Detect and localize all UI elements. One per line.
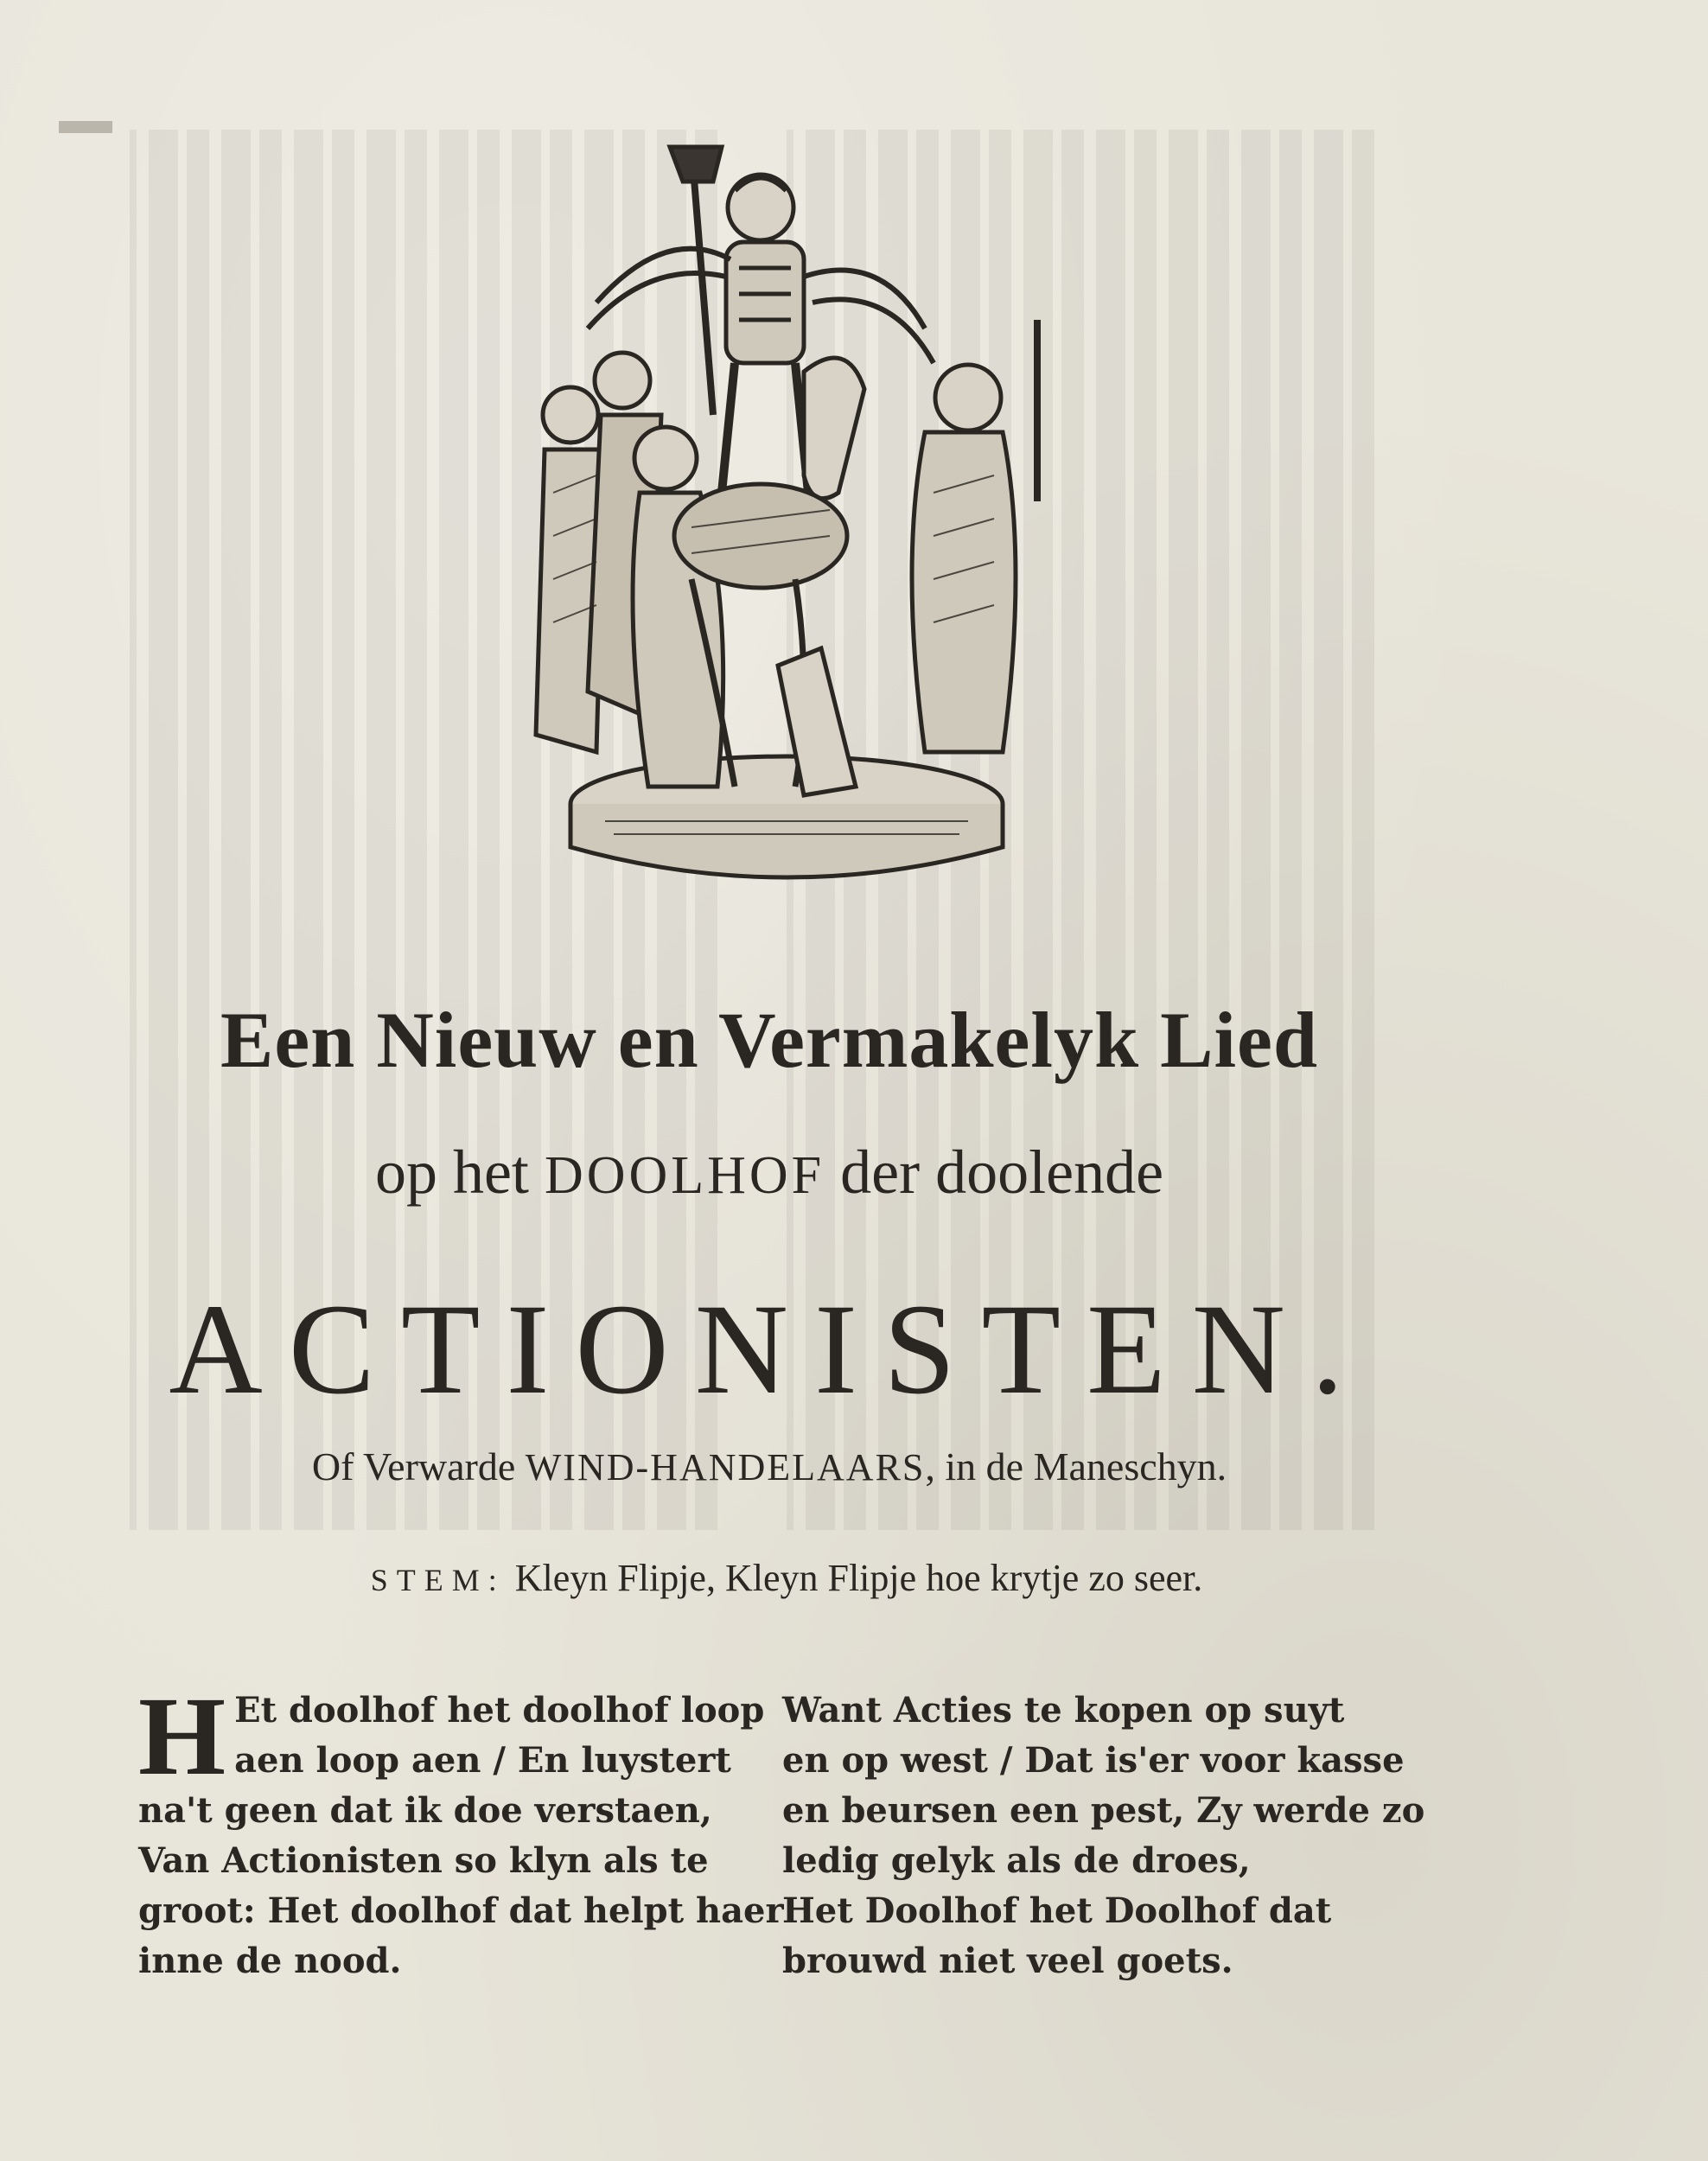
subtitle-caps: WIND-HANDELAARS (525, 1446, 926, 1488)
verse-right (782, 1686, 1425, 1986)
subtitle-post: , in de Maneschyn. (925, 1444, 1227, 1488)
verse-line: brouwd niet veel goets. (782, 1941, 1233, 1981)
verse-line: groot: Het doolhof dat helpt haer (138, 1890, 784, 1931)
subtitle (147, 1444, 1392, 1489)
tune-text: Kleyn Flipje, Kleyn Flipje hoe krytje zo seer. (514, 1557, 1203, 1599)
title-line-2 (138, 1137, 1400, 1208)
verse-left (138, 1674, 784, 1986)
title-line-2-post: der doolende (825, 1138, 1164, 1207)
tune-line (173, 1556, 1400, 1600)
drop-cap: H (138, 1674, 226, 1799)
verse-line: Want Acties te kopen op suyt (782, 1690, 1345, 1731)
verse-line: Het Doolhof het Doolhof dat (782, 1890, 1332, 1931)
subtitle-pre: Of Verwarde (311, 1444, 526, 1488)
verse-line: inne de nood. (138, 1941, 402, 1981)
verse-line: ledig gelyk als de droes, (782, 1840, 1251, 1881)
verse-line: Van Actionisten so klyn als te (138, 1840, 709, 1881)
woodcut-illustration (519, 130, 1055, 934)
ink-mark (59, 121, 112, 133)
tune-label: STEM: (370, 1563, 506, 1597)
verse-line: na't geen dat ik doe verstaen, (138, 1790, 712, 1831)
title-line-1: Een Nieuw en Vermakelyk Lied (220, 996, 1319, 1084)
verse-line: en op west / Dat is'er voor kasse (782, 1740, 1405, 1781)
verse-line: en beursen een pest, Zy werde zo (782, 1790, 1425, 1831)
title-line-2-pre: op het (374, 1138, 545, 1207)
verse-line: aen loop aen / En luystert (234, 1740, 731, 1781)
verse-line: Et doolhof het doolhof loop (234, 1690, 765, 1731)
title-line-3: ACTIONISTEN. (169, 1278, 1370, 1421)
title-line-2-caps: DOOLHOF (544, 1146, 825, 1205)
